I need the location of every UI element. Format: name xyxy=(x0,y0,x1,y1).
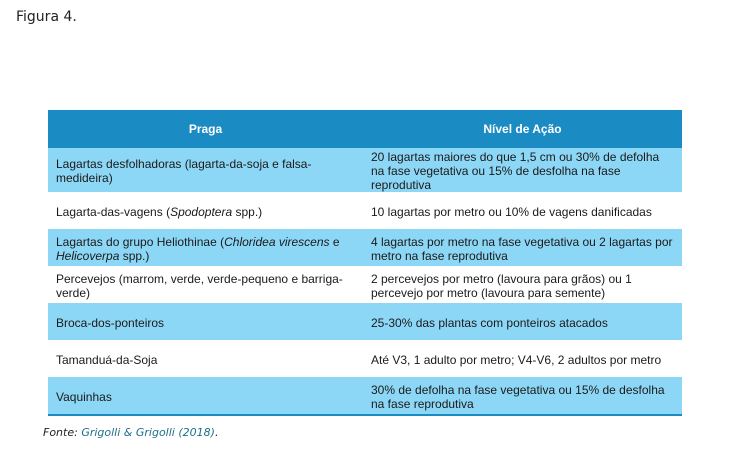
praga-text: Lagartas desfolhadoras (lagarta-da-soja e falsa-medideira) xyxy=(56,157,312,185)
cell-praga xyxy=(48,192,363,229)
header-nivel-de-acao: Nível de Ação xyxy=(363,110,682,148)
cell-praga xyxy=(48,377,363,415)
figure-caption xyxy=(43,426,218,439)
header-praga: Praga xyxy=(48,110,363,148)
praga-scientific-name: Spodoptera xyxy=(170,204,233,219)
praga-text: Tamanduá-da-Soja xyxy=(56,352,158,367)
praga-text: Broca-dos-ponteiros xyxy=(56,315,165,330)
caption-suffix: . xyxy=(214,426,219,439)
table-row xyxy=(48,229,682,266)
table-row xyxy=(48,192,682,229)
praga-scientific-name: Chloridea virescens xyxy=(224,234,330,249)
table-row xyxy=(48,148,682,192)
pest-action-table-container xyxy=(48,110,682,416)
caption-source: Grigolli & Grigolli (2018) xyxy=(81,426,215,439)
cell-nivel: 10 lagartas por metro ou 10% de vagens danificadas xyxy=(363,192,682,229)
cell-nivel: Até V3, 1 adulto por metro; V4-V6, 2 adultos por metro xyxy=(363,340,682,377)
header-row xyxy=(48,110,682,148)
praga-text: Vaquinhas xyxy=(56,389,112,404)
cell-nivel: 25-30% das plantas com ponteiros atacados xyxy=(363,303,682,340)
table-row xyxy=(48,340,682,377)
praga-text: e xyxy=(329,234,340,249)
cell-nivel: 20 lagartas maiores do que 1,5 cm ou 30% de defolha na fase vegetativa ou 15% de desfolha na fase reprodutiva xyxy=(363,148,682,192)
praga-scientific-name: Helicoverpa xyxy=(56,248,120,263)
cell-praga xyxy=(48,303,363,340)
cell-nivel: 2 percevejos por metro (lavoura para grãos) ou 1 percevejo por metro (lavoura para semente) xyxy=(363,266,682,303)
figure-label: Figura 4. xyxy=(16,9,77,25)
table-body xyxy=(48,148,682,415)
praga-text: Percevejos (marrom, verde, verde-pequeno e barriga-verde) xyxy=(56,271,343,300)
cell-praga xyxy=(48,340,363,377)
cell-praga xyxy=(48,148,363,192)
cell-nivel: 30% de defolha na fase vegetativa ou 15% de desfolha na fase reprodutiva xyxy=(363,377,682,415)
table-header xyxy=(48,110,682,148)
pest-action-table xyxy=(48,110,682,416)
praga-text: Lagarta-das-vagens ( xyxy=(56,204,171,219)
cell-nivel: 4 lagartas por metro na fase vegetativa ou 2 lagartas por metro na fase reprodutiva xyxy=(363,229,682,266)
caption-prefix: Fonte: xyxy=(43,426,82,439)
table-row xyxy=(48,377,682,415)
cell-praga xyxy=(48,266,363,303)
praga-text: spp.) xyxy=(232,204,263,219)
cell-praga xyxy=(48,229,363,266)
praga-text: Lagartas do grupo Heliothinae ( xyxy=(56,234,225,249)
table-row xyxy=(48,303,682,340)
table-row xyxy=(48,266,682,303)
praga-text: spp.) xyxy=(119,248,150,263)
